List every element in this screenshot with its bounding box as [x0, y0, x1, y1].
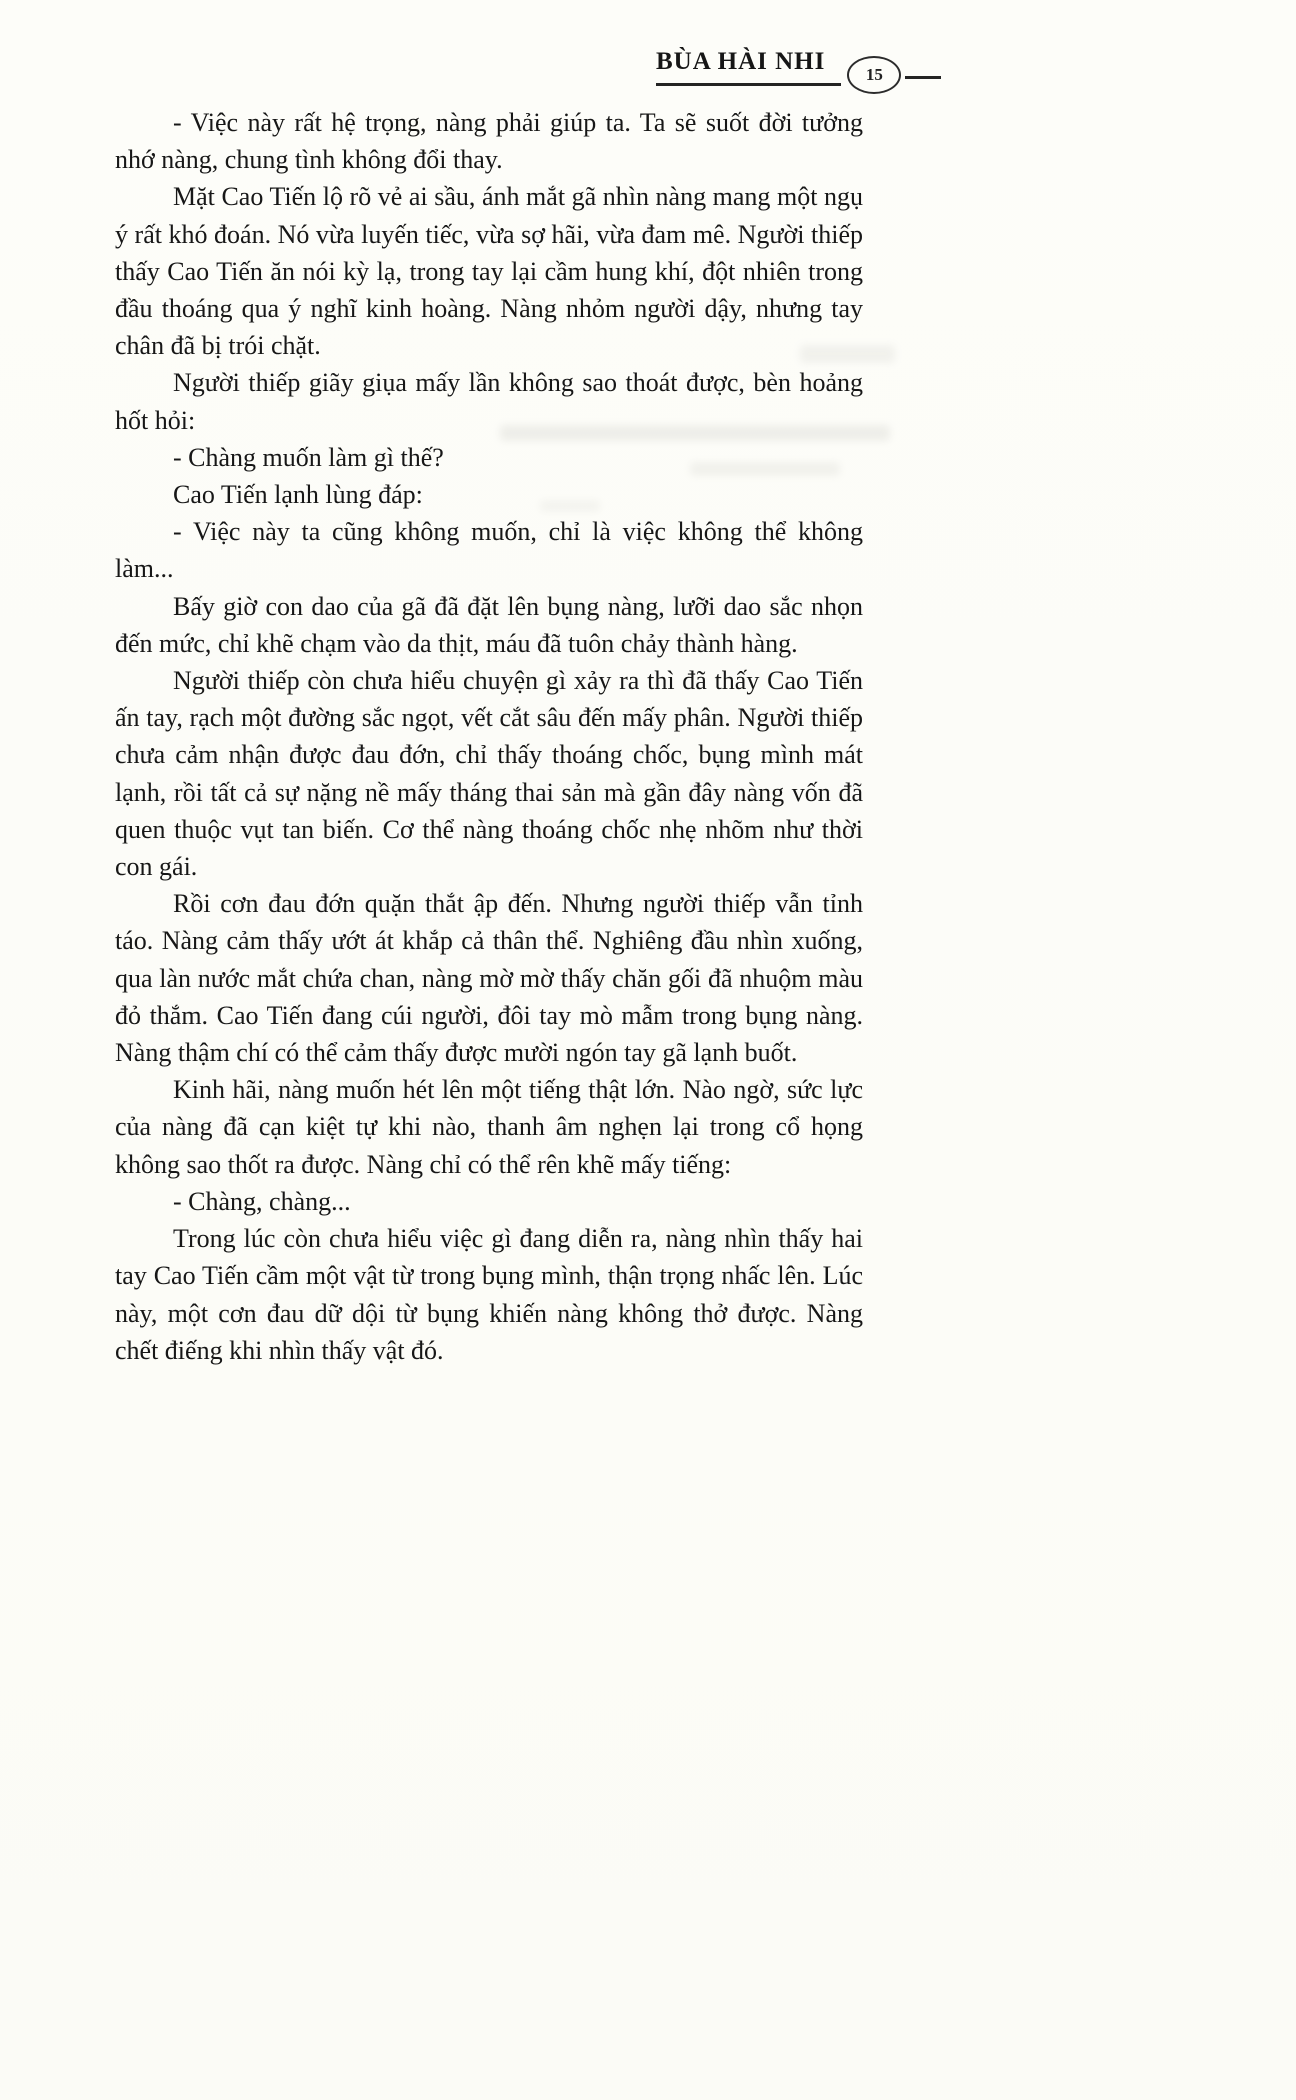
running-header-title: BÙA HÀI NHI: [656, 48, 841, 86]
header-rule: [905, 66, 941, 79]
paragraph: Trong lúc còn chưa hiểu việc gì đang diễn ra, nàng nhìn thấy hai tay Cao Tiến cầm một vật từ trong bụng mình, thận trọng nhấc lên. Lúc này, một cơn đau dữ dội từ bụng khiến nàng không thở được. Nàng chết điếng khi nhìn thấy vật đó.: [115, 1224, 863, 1365]
paragraph: Cao Tiến lạnh lùng đáp:: [173, 480, 423, 510]
paragraph-dialogue: - Chàng, chàng...: [173, 1186, 351, 1216]
paragraph-dialogue: - Chàng muốn làm gì thế?: [173, 442, 444, 472]
paragraph: Người thiếp giãy giụa mấy lần không sao thoát được, bèn hoảng hốt hỏi:: [115, 368, 863, 435]
page-number: 15: [865, 65, 883, 84]
paragraph: Kinh hãi, nàng muốn hét lên một tiếng thật lớn. Nào ngờ, sức lực của nàng đã cạn kiệt tự khi nào, thanh âm nghẹn lại trong cổ họng không sao thốt ra được. Nàng chỉ có thể rên khẽ mấy tiếng:: [115, 1075, 863, 1179]
paragraph: Rồi cơn đau đớn quặn thắt ập đến. Nhưng người thiếp vẫn tỉnh táo. Nàng cảm thấy ướt át khắp cả thân thể. Nghiêng đầu nhìn xuống, qua làn nước mắt chứa chan, nàng mờ mờ thấy chăn gối đã nhuộm màu đỏ thắm. Cao Tiến đang cúi người, đôi tay mò mẫm trong bụng nàng. Nàng thậm chí có thể cảm thấy được mười ngón tay gã lạnh buốt.: [115, 889, 863, 1068]
paragraph: Mặt Cao Tiến lộ rõ vẻ ai sầu, ánh mắt gã nhìn nàng mang một ngụ ý rất khó đoán. Nó vừa luyến tiếc, vừa sợ hãi, vừa đam mê. Người thiếp thấy Cao Tiến ăn nói kỳ lạ, trong tay lại cầm hung khí, đột nhiên trong đầu thoáng qua ý nghĩ kinh hoàng. Nàng nhỏm người dậy, nhưng tay chân đã bị trói chặt.: [115, 182, 863, 361]
page-number-badge: [847, 56, 901, 94]
paragraph: Người thiếp còn chưa hiểu chuyện gì xảy ra thì đã thấy Cao Tiến ấn tay, rạch một đường sắc ngọt, vết cắt sâu đến mấy phân. Người thiếp chưa cảm nhận được đau đớn, chỉ thấy thoáng chốc, bụng mình mát lạnh, rồi tất cả sự nặng nề mấy tháng thai sản mà gần đây nàng vốn đã quen thuộc vụt tan biến. Cơ thể nàng thoáng chốc nhẹ nhõm như thời con gái.: [115, 666, 863, 882]
paragraph-dialogue: - Việc này ta cũng không muốn, chỉ là việc không thể không làm...: [115, 517, 863, 584]
page-body: [115, 104, 863, 1369]
paragraph: Bấy giờ con dao của gã đã đặt lên bụng nàng, lưỡi dao sắc nhọn đến mức, chỉ khẽ chạm vào da thịt, máu đã tuôn chảy thành hàng.: [115, 591, 863, 658]
paragraph-dialogue: - Việc này rất hệ trọng, nàng phải giúp ta. Ta sẽ suốt đời tưởng nhớ nàng, chung tình không đổi thay.: [115, 108, 863, 175]
page-header: [656, 48, 941, 86]
